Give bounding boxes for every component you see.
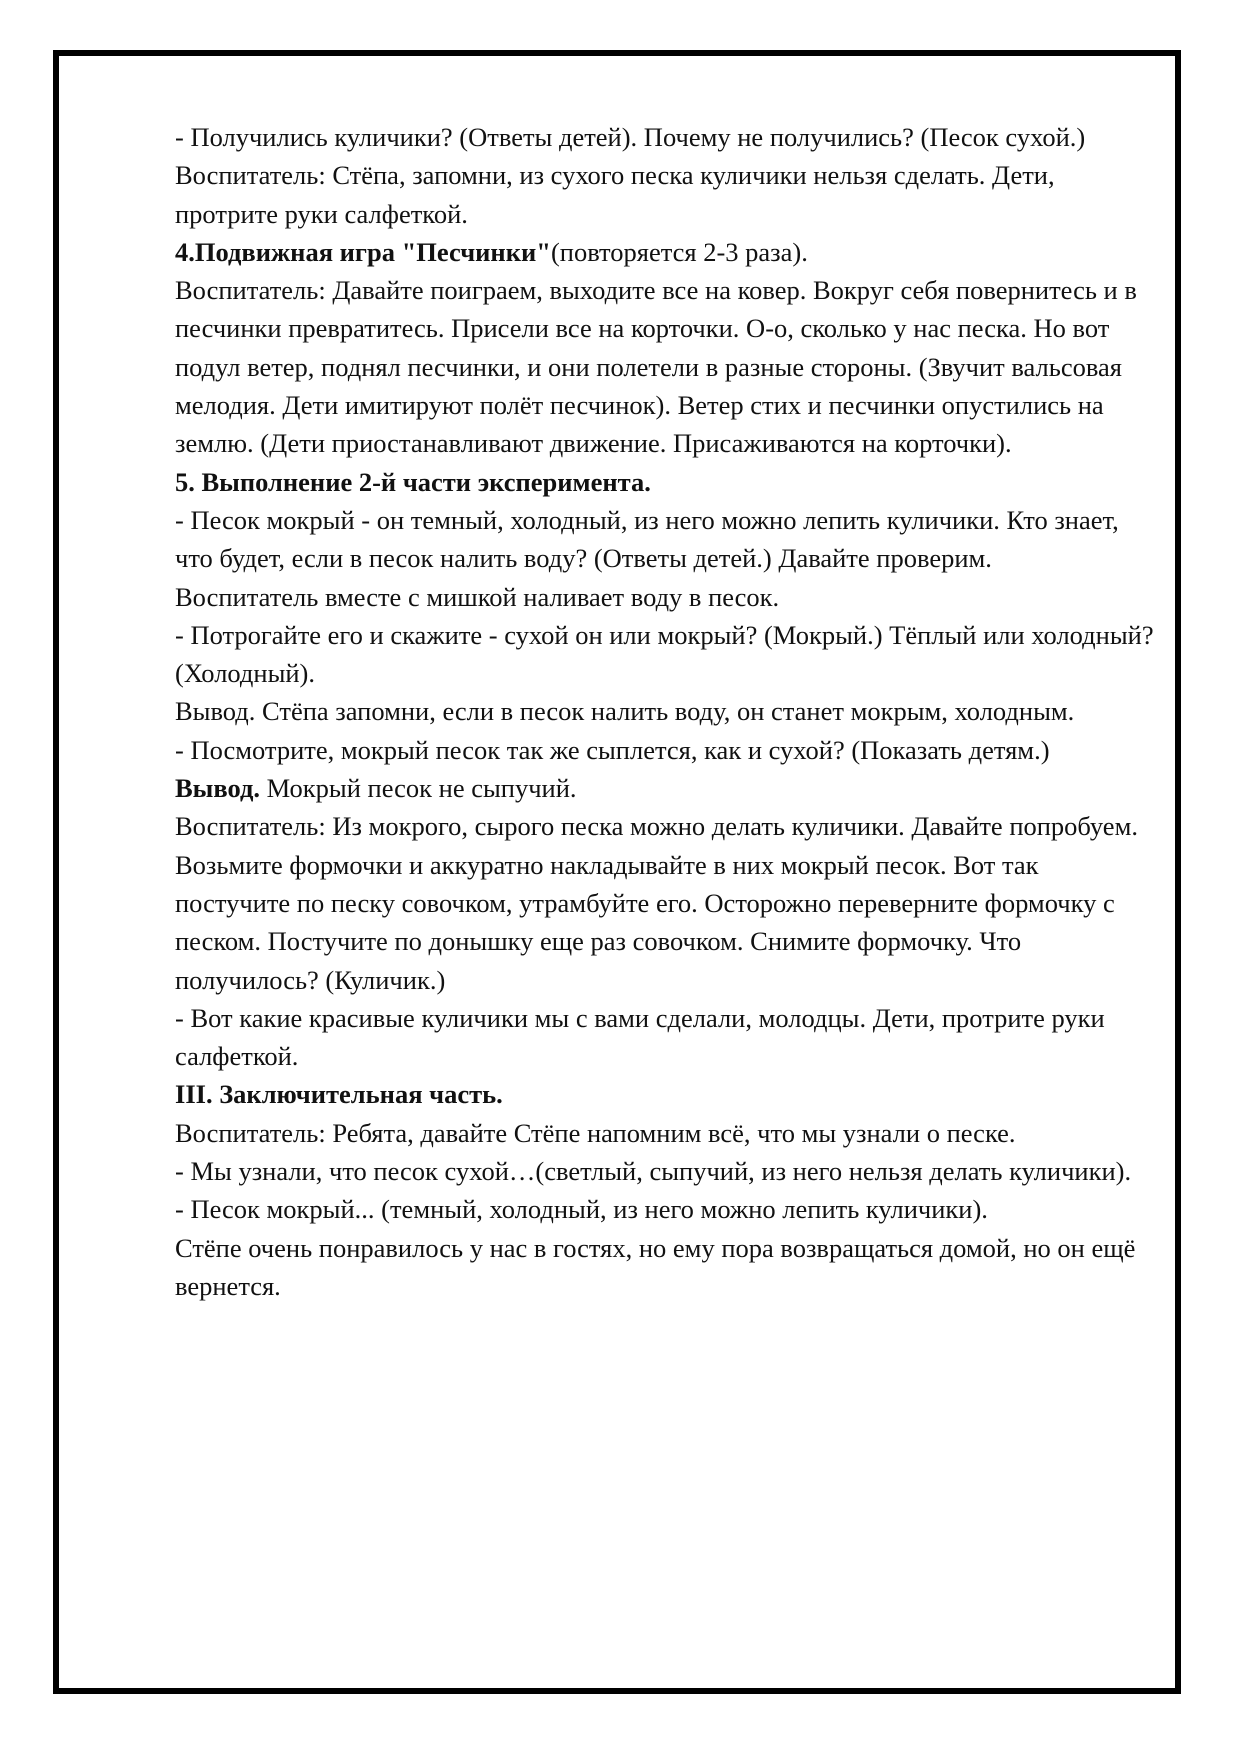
- paragraph-game-description: Воспитатель: Давайте поиграем, выходите все на ковер. Вокруг себя повернитесь и в песчинки превратитесь. Присели все на корточки. О-о, сколько у нас песка. Но вот подул ветер, поднял песчинки, и они полетели в разные стороны. (Звучит вальсовая мелодия. Дети имитируют полёт песчинок). Ветер стих и песчинки опустились на землю. (Дети приостанавливают движение. Присаживаются на корточки).: [175, 275, 1137, 459]
- paragraph-conclusion-wet: Вывод. Стёпа запомни, если в песок налить воду, он станет мокрым, холодным.: [175, 696, 1075, 727]
- conclusion-text: Мокрый песок не сыпучий.: [260, 773, 577, 804]
- section-heading-game-title: 4.Подвижная игра "Песчинки": [175, 236, 551, 267]
- paragraph-conclusion-not-loose: [175, 769, 1155, 807]
- paragraph-pour-water: Воспитатель вместе с мишкой наливает воду в песок.: [175, 581, 780, 612]
- paragraph-dry-summary: - Мы узнали, что песок сухой…(светлый, сыпучий, из него нельзя делать куличики).: [175, 1156, 1132, 1187]
- paragraph-wet-summary: - Песок мокрый... (темный, холодный, из него можно лепить куличики).: [175, 1194, 988, 1225]
- section-heading-final: III. Заключительная часть.: [175, 1079, 503, 1110]
- section-heading-experiment: 5. Выполнение 2-й части эксперимента.: [175, 466, 651, 497]
- section-heading-game: [175, 233, 1155, 271]
- conclusion-label: Вывод.: [175, 773, 261, 804]
- paragraph-question: - Получились куличики? (Ответы детей). Почему не получились? (Песок сухой.): [175, 122, 1086, 152]
- paragraph-recap: Воспитатель: Ребята, давайте Стёпе напомним всё, что мы узнали о песке.: [175, 1117, 1016, 1148]
- paragraph-look-sand: - Посмотрите, мокрый песок так же сыплется, как и сухой? (Показать детям.): [175, 734, 1050, 765]
- paragraph-wet-sand: - Песок мокрый - он темный, холодный, из него можно лепить куличики. Кто знает, что будет, если в песок налить воду? (Ответы детей.) Давайте проверим.: [175, 504, 1119, 574]
- paragraph-farewell: Стёпе очень понравилось у нас в гостях, но ему пора возвращаться домой, но он ещё вернется.: [175, 1232, 1136, 1301]
- document-body: [175, 118, 1155, 1305]
- paragraph-make-cakes: Воспитатель: Из мокрого, сырого песка можно делать куличики. Давайте попробуем. Возьмите формочки и аккуратно накладывайте в них мокрый песок. Вот так постучите по песку совочком, утрамбуйте его. Осторожно переверните формочку с песком. Постучите по донышку еще раз совочком. Снимите формочку. Что получилось? (Куличик.): [175, 811, 1138, 995]
- section-heading-game-note: (повторяется 2-3 раза).: [550, 236, 808, 267]
- paragraph-teacher-dry-sand: Воспитатель: Стёпа, запомни, из сухого песка куличики нельзя сделать. Дети, протрите руки салфеткой.: [175, 160, 1055, 229]
- paragraph-touch-sand: - Потрогайте его и скажите - сухой он или мокрый? (Мокрый.) Тёплый или холодный? (Холодный).: [175, 619, 1154, 689]
- paragraph-well-done: - Вот какие красивые куличики мы с вами сделали, молодцы. Дети, протрите руки салфеткой.: [175, 1002, 1105, 1072]
